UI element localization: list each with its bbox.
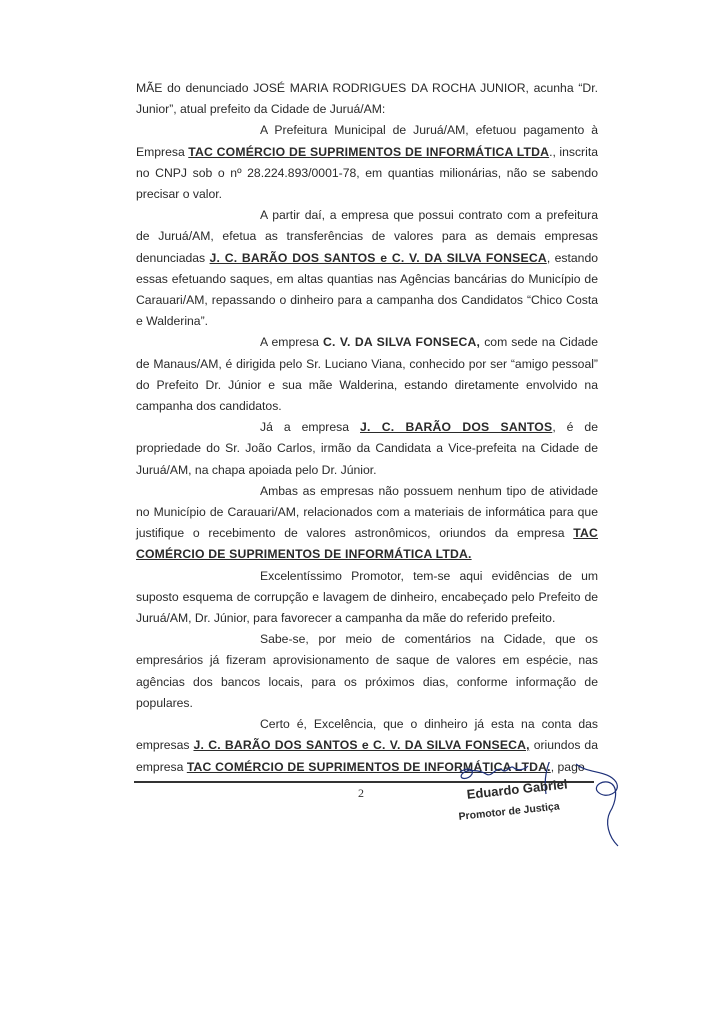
company-reference: TAC COMÉRCIO DE SUPRIMENTOS DE INFORMÁTICA LTDA xyxy=(188,144,550,159)
stamp-name: Eduardo Gabriel xyxy=(466,776,569,802)
paragraph xyxy=(136,205,598,332)
text-run: A empresa xyxy=(260,335,323,350)
paragraph xyxy=(136,78,598,120)
text-run: Excelentíssimo Promotor, tem-se aqui evidências de um suposto esquema de corrupção e lavagem de dinheiro, encabeçado pelo Prefeito de Juruá/AM, Dr. Júnior, para favorecer a campanha da mãe do referido prefeito. xyxy=(136,568,598,626)
paragraph xyxy=(136,332,598,417)
text-run: , pago xyxy=(550,759,585,774)
text-run: Ambas as empresas não possuem nenhum tipo de atividade no Município de Carauari/AM, relacionados com a materiais de informática para que justifique o recebimento de valores astronômicos, oriundos da empresa xyxy=(136,483,598,541)
paragraph xyxy=(136,120,598,205)
text-run: A partir daí, a empresa que possui contrato com a prefeitura de Juruá/AM, efetua as transferências de valores para as demais empresas denunciadas xyxy=(136,208,598,265)
text-run: MÃE do denunciado JOSÉ MARIA RODRIGUES DA ROCHA JUNIOR, acunha “Dr. Junior”, atual prefeito da Cidade de Juruá/AM: xyxy=(136,81,598,117)
text-run: com sede na Cidade de Manaus/AM, é dirigida pelo Sr. Luciano Viana, conhecido por ser “amigo pessoal” do Prefeito Dr. Júnior e sua mãe Walderina, estando diretamente envolvido na campanha dos candidatos. xyxy=(136,335,598,414)
company-reference: J. C. BARÃO DOS SANTOS e C. V. DA SILVA FONSECA, xyxy=(193,738,530,753)
company-name: C. V. DA SILVA FONSECA, xyxy=(322,335,481,350)
text-run: ., inscrita no CNPJ sob o nº 28.224.893/0001-78, em quantias milionárias, não se sabendo precisar o valor. xyxy=(136,144,598,202)
paragraph xyxy=(136,629,598,714)
paragraph xyxy=(136,566,598,630)
stamp-title: Promotor de Justiça xyxy=(458,800,561,823)
paragraph xyxy=(136,481,598,566)
document-body xyxy=(136,78,598,778)
text-run: oriundos da empresa xyxy=(136,738,598,774)
text-run: Já a empresa xyxy=(260,420,360,435)
text-run: A Prefeitura Municipal de Juruá/AM, efetuou pagamento à Empresa xyxy=(136,123,598,159)
company-reference: J. C. BARÃO DOS SANTOS xyxy=(360,420,553,435)
paragraph xyxy=(136,417,598,481)
text-run: , estando essas efetuando saques, em altas quantias nas Agências bancárias do Município de Carauari/AM, repassando o dinheiro para a campanha dos Candidatos “Chico Costa e Walderina”. xyxy=(136,250,598,329)
text-run: , é de propriedade do Sr. João Carlos, irmão da Candidata a Vice-prefeita na Cidade de Juruá/AM, na chapa apoiada pelo Dr. Júnior. xyxy=(136,420,598,477)
company-reference: J. C. BARÃO DOS SANTOS e C. V. DA SILVA FONSECA xyxy=(209,250,547,265)
text-run: Certo é, Excelência, que o dinheiro já esta na conta das empresas xyxy=(136,717,598,753)
page-number: 2 xyxy=(358,786,364,800)
company-reference: TAC COMÉRCIO DE SUPRIMENTOS DE INFORMÁTICA LTDA. xyxy=(186,759,551,774)
company-reference: TAC COMÉRCIO DE SUPRIMENTOS DE INFORMÁTICA LTDA. xyxy=(136,526,598,562)
text-run: Sabe-se, por meio de comentários na Cidade, que os empresários já fizeram aprovisionamento de saque de valores em espécie, nas agências dos bancos locais, para os próximos dias, conforme informação de populares. xyxy=(136,632,598,710)
